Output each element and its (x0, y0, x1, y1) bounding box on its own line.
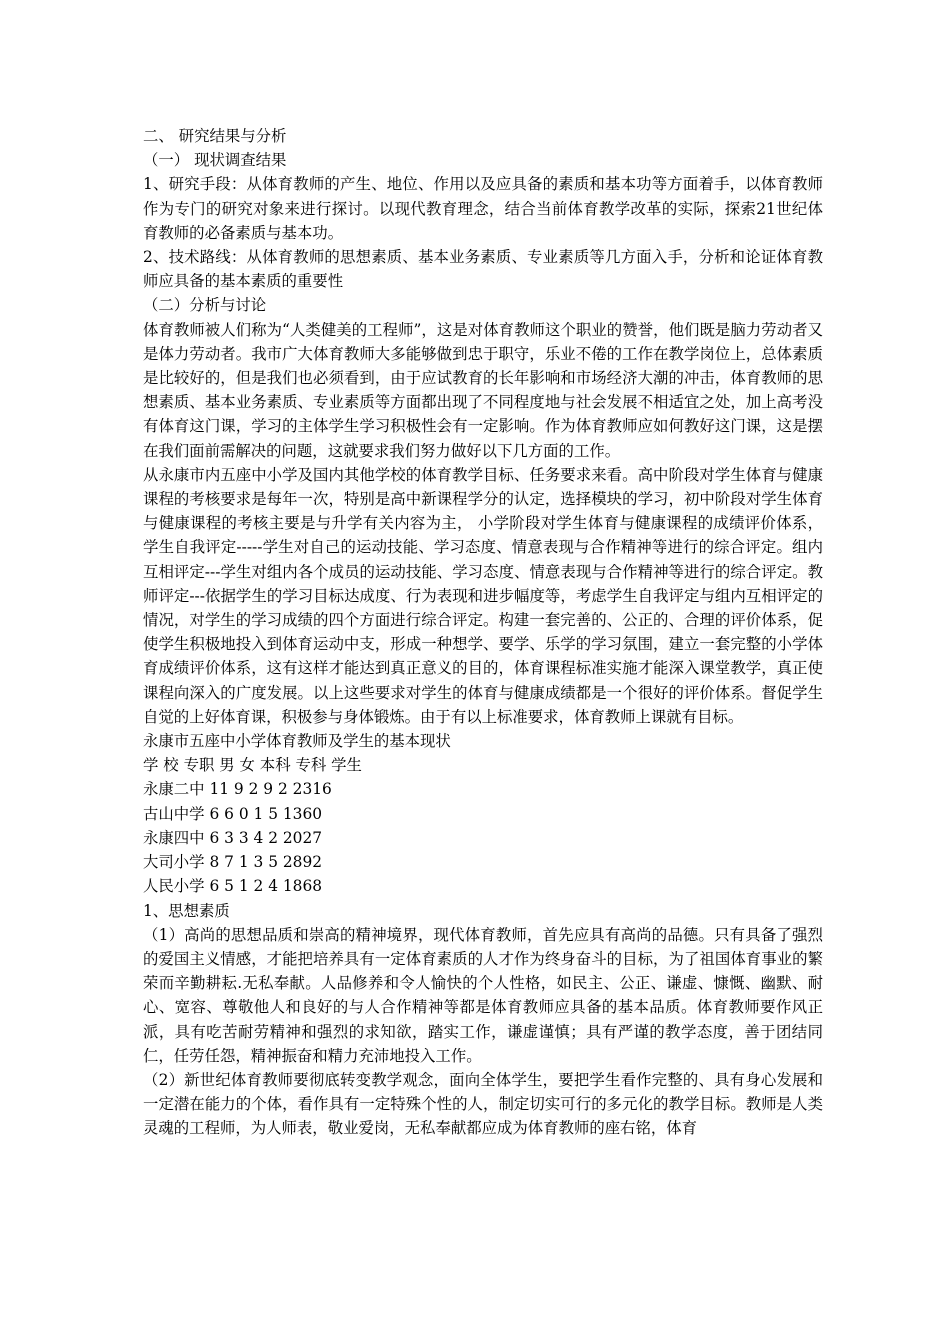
paragraph-ideology-1: （1）高尚的思想品质和崇高的精神境界，现代体育教师，首先应具有高尚的品德。只有具备了强烈的爱国主义情感，才能把培养具有一定体育素质的人才作为终身奋斗的目标，为了祖国体育事业的繁荣而辛勤耕耘.无私奉献。人品修养和令人愉快的个人性格，如民主、公正、谦虚、慷慨、幽默、耐心、宽容、尊敬他人和良好的与人合作精神等都是体育教师应具备的基本品质。体育教师要作风正派，具有吃苦耐劳精神和强烈的求知欲，踏实工作，谦虚谨慎；具有严谨的教学态度，善于团结同仁，任劳任怨，精神振奋和精力充沛地投入工作。 (143, 925, 823, 1065)
paragraph-ideology-2: （2）新世纪体育教师要彻底转变教学观念，面向全体学生，要把学生看作完整的、具有身心发展和一定潜在能力的个体，看作具有一定特殊个性的人，制定切实可行的多元化的教学目标。教师是人类灵魂的工程师，为人师表，敬业爱岗，无私奉献都应成为体育教师的座右铭，体育 (143, 1070, 823, 1138)
document-body (143, 124, 823, 1141)
paragraph-research-method: 1、研究手段：从体育教师的产生、地位、作用以及应具备的素质和基本功等方面着手，以体育教师作为专门的研究对象来进行探讨。以现代教育理念，结合当前体育教学改革的实际，探索21世纪体育教师的必备素质与基本功。 (143, 175, 823, 242)
table-row: 永康二中 11 9 2 9 2 2316 (143, 780, 332, 799)
ideology-heading: 1、思想素质 (143, 901, 230, 920)
table-row: 古山中学 6 6 0 1 5 1360 (143, 804, 323, 823)
table-title: 永康市五座中小学体育教师及学生的基本现状 (143, 732, 451, 751)
paragraph-technical-route: 2、技术路线：从体育教师的思想素质、基本业务素质、专业素质等几方面入手，分析和论证体育教师应具备的基本素质的重要性 (143, 248, 823, 291)
table-row: 人民小学 6 5 1 2 4 1868 (143, 877, 323, 896)
paragraph-discussion-intro: 体育教师被人们称为“人类健美的工程师”，这是对体育教师这个职业的赞誉，他们既是脑力劳动者又是体力劳动者。我市广大体育教师大多能够做到忠于职守，乐业不倦的工作在教学岗位上，总体素质是比较好的，但是我们也必须看到，由于应试教育的长年影响和市场经济大潮的冲击，体育教师的思想素质、基本业务素质、专业素质等方面都出现了不同程度地与社会发展不相适宜之处，加上高考没有体育这门课，学习的主体学生学习积极性会有一定影响。作为体育教师应如何教好这门课，这是摆在我们面前需解决的问题，这就要求我们努力做好以下几方面的工作。 (143, 320, 823, 460)
table-header: 学 校 专职 男 女 本科 专科 学生 (143, 756, 362, 775)
section-heading: 二、 研究结果与分析 (143, 127, 287, 145)
table-row: 永康四中 6 3 3 4 2 2027 (143, 828, 323, 847)
table-row: 大司小学 8 7 1 3 5 2892 (143, 853, 323, 872)
paragraph-discussion-evaluation: 从永康市内五座中小学及国内其他学校的体育教学目标、任务要求来看。高中阶段对学生体育与健康课程的考核要求是每年一次，特别是高中新课程学分的认定，选择模块的学习，初中阶段对学生体育与健康课程的考核主要是与升学有关内容为主， 小学阶段对学生体育与健康课程的成绩评价体系，学生自我评定-----学生对自己的运动技能、学习态度、情意表现与合作精神等进行的综合评定。组内互相评定---学生对组内各个成员的运动技能、学习态度、情意表现与合作精神等进行的综合评定。教师评定---依据学生的学习目标达成度、行为表现和进步幅度等，考虑学生自我评定与组内互相评定的情况，对学生的学习成绩的四个方面进行综合评定。构建一套完善的、公正的、合理的评价体系，促使学生积极地投入到体育运动中支，形成一种想学、要学、乐学的学习氛围，建立一套完整的小学体育成绩评价体系，这有这样才能达到真正意义的目的，体育课程标准实施才能深入课堂教学，真正使课程向深入的广度发展。以上这些要求对学生的体育与健康成绩都是一个很好的评价体系。督促学生自觉的上好体育课，积极参与身体锻炼。由于有以上标准要求，体育教师上课就有目标。 (143, 465, 823, 726)
subsection-heading-survey: （一） 现状调查结果 (143, 151, 287, 170)
subsection-heading-discussion: （二）分析与讨论 (143, 296, 267, 315)
